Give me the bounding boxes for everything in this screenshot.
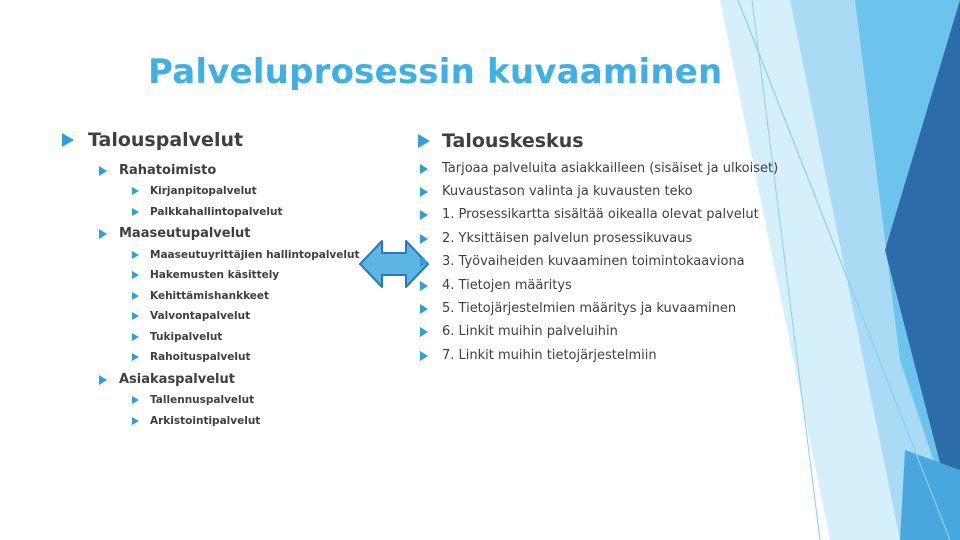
right-column — [400, 0, 820, 540]
list-item — [150, 269, 279, 281]
triangle-bullet-icon — [99, 375, 107, 385]
left-heading-text: Talouspalvelut — [88, 129, 244, 151]
triangle-bullet-icon — [420, 257, 428, 267]
triangle-bullet-icon — [420, 351, 428, 361]
triangle-bullet-icon — [132, 353, 139, 361]
triangle-bullet-icon — [420, 304, 428, 314]
list-item — [442, 348, 657, 363]
list-item-text: 1. Prosessikartta sisältää oikealla olevat palvelut — [442, 207, 759, 222]
slide-title: Palveluprosessin kuvaaminen — [148, 52, 723, 92]
list-item — [442, 231, 692, 246]
list-item — [150, 206, 282, 218]
list-item-text: 3. Työvaiheiden kuvaaminen toimintokaaviona — [442, 254, 745, 269]
list-item-text: 5. Tietojärjestelmien määritys ja kuvaaminen — [442, 301, 737, 316]
triangle-bullet-icon — [132, 396, 139, 404]
list-item — [150, 394, 254, 406]
list-item-text: 4. Tietojen määritys — [442, 278, 572, 293]
list-item-text: Maaseutuyrittäjien hallintopalvelut — [150, 249, 360, 261]
list-item-text: Tarjoaa palveluita asiakkailleen (sisäiset ja ulkoiset) — [442, 161, 779, 176]
group-rahatoimisto — [119, 163, 216, 178]
list-item — [150, 415, 260, 427]
list-item-text: Arkistointipalvelut — [150, 415, 261, 427]
triangle-bullet-icon — [132, 417, 139, 425]
list-item-text: Tallennuspalvelut — [150, 394, 255, 406]
list-item — [442, 324, 618, 339]
triangle-bullet-icon — [132, 333, 139, 341]
triangle-bullet-icon — [420, 164, 428, 174]
triangle-bullet-icon — [132, 292, 139, 300]
group-asiakaspalvelut — [119, 372, 235, 387]
list-item — [150, 185, 257, 197]
triangle-bullet-icon — [99, 166, 107, 176]
triangle-bullet-icon — [132, 187, 139, 195]
list-item-text: 2. Yksittäisen palvelun prosessikuvaus — [442, 231, 693, 246]
list-item — [150, 249, 359, 261]
triangle-bullet-icon — [420, 327, 428, 337]
triangle-bullet-icon — [132, 251, 139, 259]
list-item-text: Kirjanpitopalvelut — [150, 185, 257, 197]
list-item-text: Kuvaustason valinta ja kuvausten teko — [442, 184, 693, 199]
list-item-text: Kehittämishankkeet — [150, 290, 270, 302]
list-item — [150, 290, 269, 302]
triangle-bullet-icon — [420, 234, 428, 244]
triangle-bullet-icon — [132, 208, 139, 216]
list-item — [150, 310, 250, 322]
list-item-text: Hakemusten käsittely — [150, 269, 280, 281]
list-item — [150, 351, 250, 363]
list-item — [442, 161, 778, 176]
right-heading — [442, 130, 584, 152]
list-item — [442, 184, 693, 199]
triangle-bullet-icon — [418, 134, 430, 148]
triangle-bullet-icon — [420, 210, 428, 220]
triangle-bullet-icon — [132, 312, 139, 320]
list-item — [442, 254, 745, 269]
triangle-bullet-icon — [99, 229, 107, 239]
list-item-text: Rahoituspalvelut — [150, 351, 251, 363]
list-item-text: 6. Linkit muihin palveluihin — [442, 324, 618, 339]
triangle-bullet-icon — [62, 133, 74, 147]
group-label: Asiakaspalvelut — [119, 372, 235, 387]
group-label: Maaseutupalvelut — [119, 226, 251, 241]
left-column — [0, 0, 360, 540]
triangle-bullet-icon — [420, 187, 428, 197]
list-item-text: Valvontapalvelut — [150, 310, 251, 322]
triangle-bullet-icon — [132, 271, 139, 279]
group-maaseutupalvelut — [119, 226, 251, 241]
list-item-text: 7. Linkit muihin tietojärjestelmiin — [442, 348, 657, 363]
list-item — [442, 301, 736, 316]
list-item — [442, 207, 759, 222]
triangle-bullet-icon — [420, 281, 428, 291]
group-label: Rahatoimisto — [119, 163, 217, 178]
right-heading-text: Talouskeskus — [442, 130, 584, 152]
list-item — [150, 331, 222, 343]
list-item — [442, 278, 572, 293]
left-heading — [88, 129, 243, 151]
list-item-text: Palkkahallintopalvelut — [150, 206, 283, 218]
list-item-text: Tukipalvelut — [150, 331, 223, 343]
